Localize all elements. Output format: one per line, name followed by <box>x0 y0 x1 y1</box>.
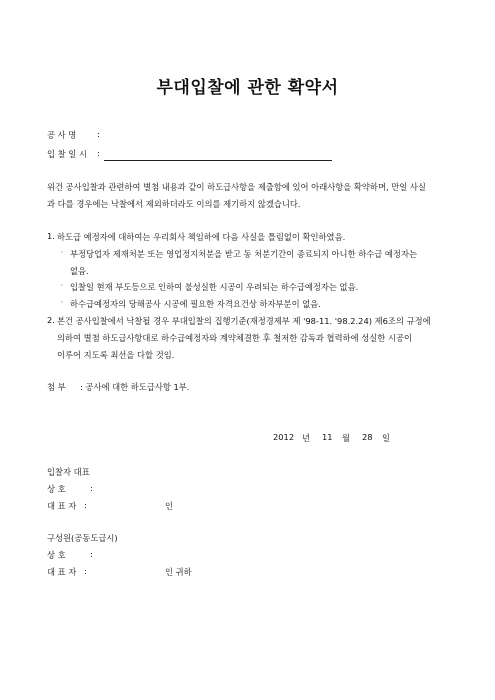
item-2-line-3: 이루어 지도록 최선을 다할 것임. <box>57 350 175 360</box>
project-name-colon: : <box>97 129 100 139</box>
date-year-unit: 년 <box>302 433 311 443</box>
item-2-line-1: 본건 공사입찰에서 낙찰될 경우 부대입찰의 집행기준(재정경제부 제 '98-11. '98.2.24) 제6조의 규정에 <box>57 316 431 326</box>
item-1-sub-3: 하수급예정자의 당해공사 시공에 필요한 자격요건상 하자부분이 없음. <box>70 299 321 309</box>
item-1-text: 하도급 예정자에 대하여는 우리회사 책임하에 다음 사실을 틀림없이 확인하였음. <box>57 232 346 242</box>
bidder-rep-colon: : <box>84 500 87 510</box>
member-company-label: 상 호 <box>47 550 66 560</box>
member-company-colon: : <box>90 549 93 559</box>
member-heading: 구성원(공동도급시) <box>47 533 118 543</box>
attachment-text: : 공사에 대한 하도급사항 1부. <box>80 382 190 392</box>
date-year: 2012 <box>273 432 295 442</box>
member-rep-colon: : <box>84 566 87 576</box>
bidder-seal: 인 <box>165 501 174 511</box>
item-1-number: 1. <box>47 231 55 241</box>
intro-line-2: 과 다를 경우에는 낙찰에서 제외하더라도 이의를 제기하지 않겠습니다. <box>47 199 301 209</box>
item-2-number: 2. <box>47 315 55 325</box>
member-seal-addressee: 인 귀하 <box>165 567 192 577</box>
bullet-icon: ◦ <box>60 282 64 289</box>
bid-datetime-underline <box>104 160 332 161</box>
bidder-company-colon: : <box>90 483 93 493</box>
date-day-unit: 일 <box>382 433 391 443</box>
bid-datetime-label: 입 찰 일 시 <box>47 149 87 159</box>
document-title: 부대입찰에 관한 확약서 <box>156 78 339 98</box>
attachment-label: 첨 부 <box>47 382 66 392</box>
date-month-unit: 월 <box>342 433 351 443</box>
item-1-sub-1-cont: 없음. <box>70 266 89 276</box>
member-rep-label: 대 표 자 <box>47 567 77 577</box>
item-2-line-2: 의하여 별첨 하도급사항대로 하수급예정자와 계약체결한 후 철저한 감독과 협력하에 성실한 시공이 <box>57 333 412 343</box>
bidder-company-label: 상 호 <box>47 484 66 494</box>
date-day: 28 <box>362 432 373 442</box>
bidder-heading: 입찰자 대표 <box>47 467 90 477</box>
bid-datetime-colon: : <box>97 148 100 158</box>
intro-line-1: 위건 공사입찰과 관련하여 별첨 내용과 같이 하도급사항을 제출함에 있어 아래사항을 확약하며, 만일 사실 <box>47 182 426 192</box>
bullet-icon: ◦ <box>60 299 64 306</box>
date-month: 11 <box>322 432 333 442</box>
project-name-label: 공 사 명 <box>47 130 77 140</box>
item-1-sub-1: 부정당업자 제재처분 또는 영업정지처분을 받고 동 처분기간이 종료되지 아니한 하수급 예정자는 <box>70 249 417 259</box>
bidder-rep-label: 대 표 자 <box>47 501 77 511</box>
bullet-icon: ◦ <box>60 249 64 256</box>
item-1-sub-2: 입찰일 현재 부도등으로 인하여 불성실한 시공이 우려되는 하수급예정자는 없음. <box>70 282 359 292</box>
